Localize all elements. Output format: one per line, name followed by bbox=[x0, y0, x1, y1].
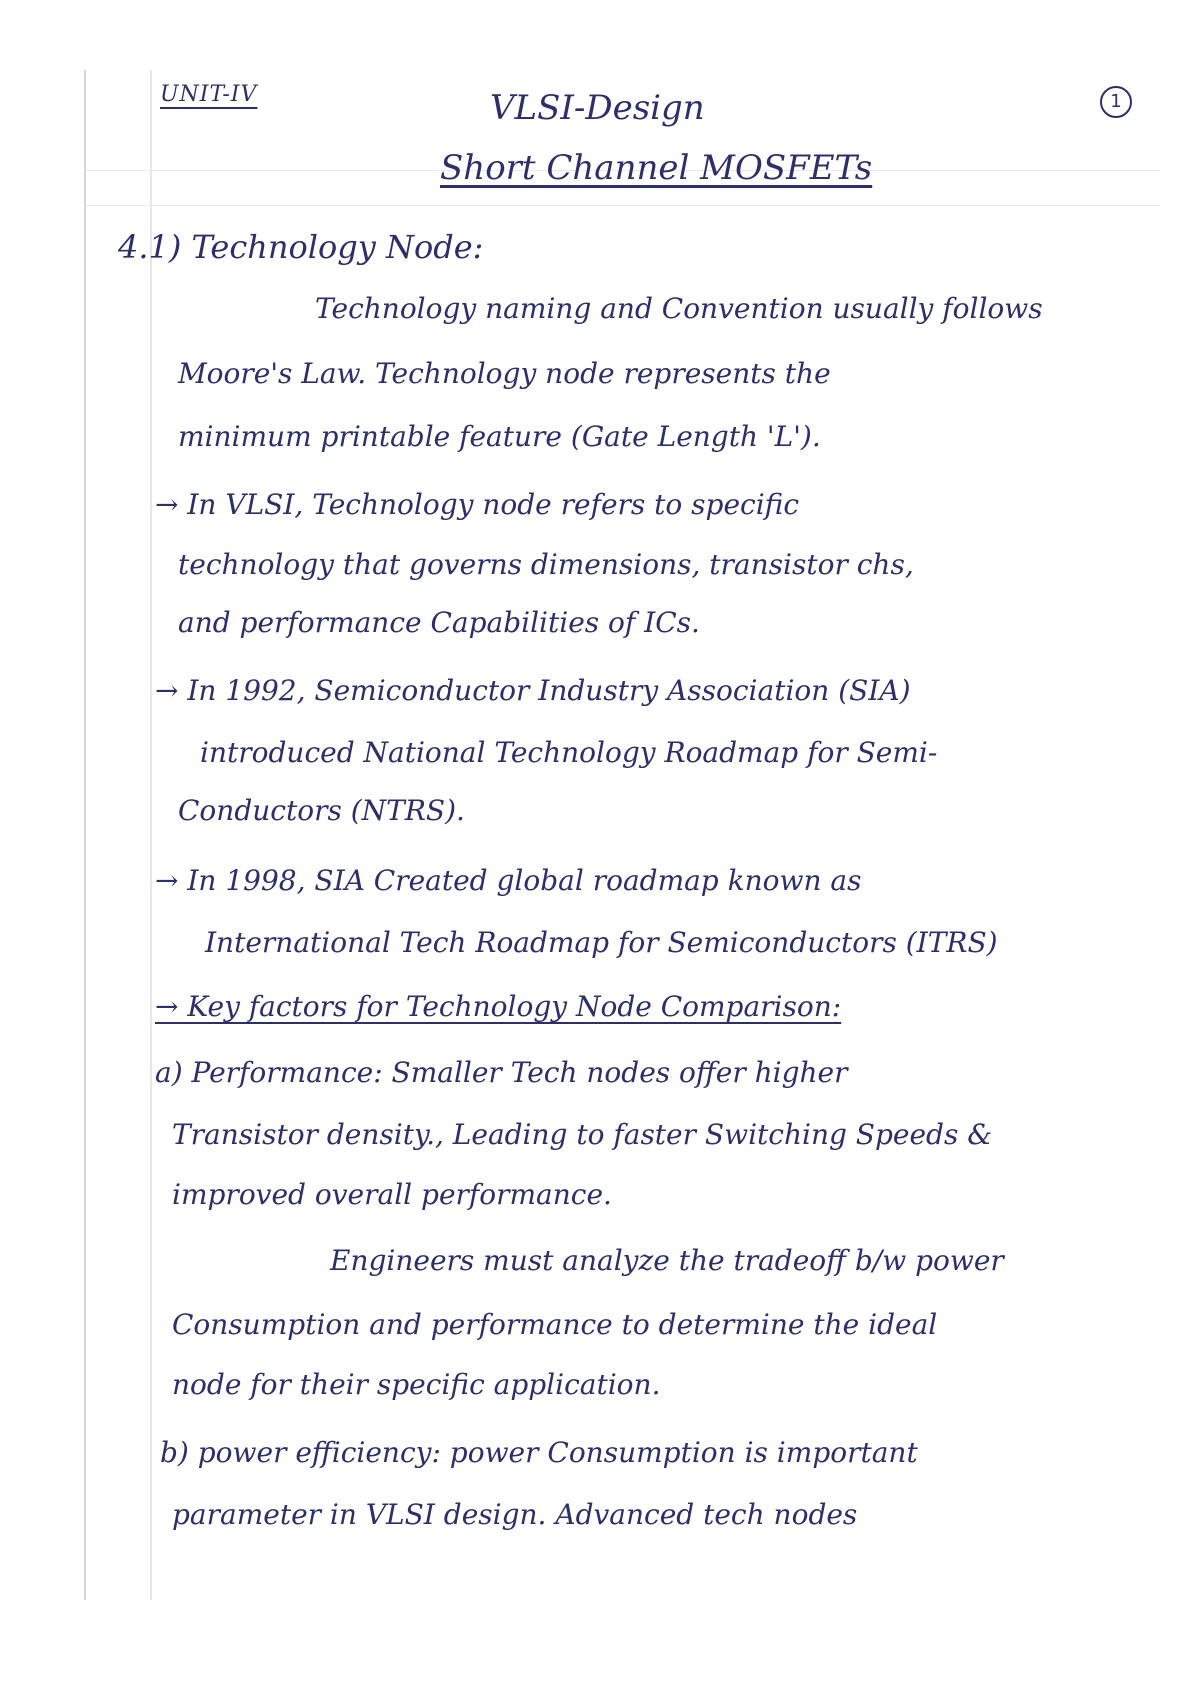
body-line: introduced National Technology Roadmap for Semi- bbox=[200, 736, 938, 769]
body-line: parameter in VLSI design. Advanced tech nodes bbox=[172, 1498, 858, 1531]
body-line: Moore's Law. Technology node represents the bbox=[178, 357, 831, 390]
body-line: and performance Capabilities of ICs. bbox=[178, 606, 700, 639]
margin-line-inner bbox=[150, 70, 152, 1600]
body-line: → In 1998, SIA Created global roadmap known as bbox=[155, 864, 862, 897]
body-line: Transistor density., Leading to faster Switching Speeds & bbox=[172, 1118, 993, 1151]
margin-line bbox=[84, 70, 86, 1600]
page-title: VLSI-Design bbox=[490, 88, 705, 128]
body-line: International Tech Roadmap for Semiconductors (ITRS) bbox=[205, 926, 998, 959]
body-line: Conductors (NTRS). bbox=[178, 794, 465, 827]
body-line: node for their specific application. bbox=[172, 1368, 661, 1401]
body-line: → Key factors for Technology Node Comparison: bbox=[155, 990, 842, 1023]
body-line: Engineers must analyze the tradeoff b/w power bbox=[330, 1244, 1004, 1277]
section-heading: 4.1) Technology Node: bbox=[118, 228, 484, 266]
unit-label: UNIT-IV bbox=[160, 82, 258, 107]
body-line: Technology naming and Convention usually follows bbox=[315, 292, 1043, 325]
page-subtitle: Short Channel MOSFETs bbox=[440, 148, 873, 188]
body-line: → In VLSI, Technology node refers to specific bbox=[155, 488, 800, 521]
ruled-line bbox=[86, 205, 1160, 206]
body-line: Consumption and performance to determine the ideal bbox=[172, 1308, 938, 1341]
body-line: a) Performance: Smaller Tech nodes offer higher bbox=[155, 1056, 848, 1089]
body-line: technology that governs dimensions, transistor chs, bbox=[178, 548, 914, 581]
body-line: improved overall performance. bbox=[172, 1178, 612, 1211]
body-line: b) power efficiency: power Consumption is important bbox=[160, 1436, 918, 1469]
body-line: minimum printable feature (Gate Length 'L'). bbox=[178, 420, 821, 453]
body-line: → In 1992, Semiconductor Industry Association (SIA) bbox=[155, 674, 911, 707]
page-number: 1 bbox=[1100, 86, 1132, 118]
